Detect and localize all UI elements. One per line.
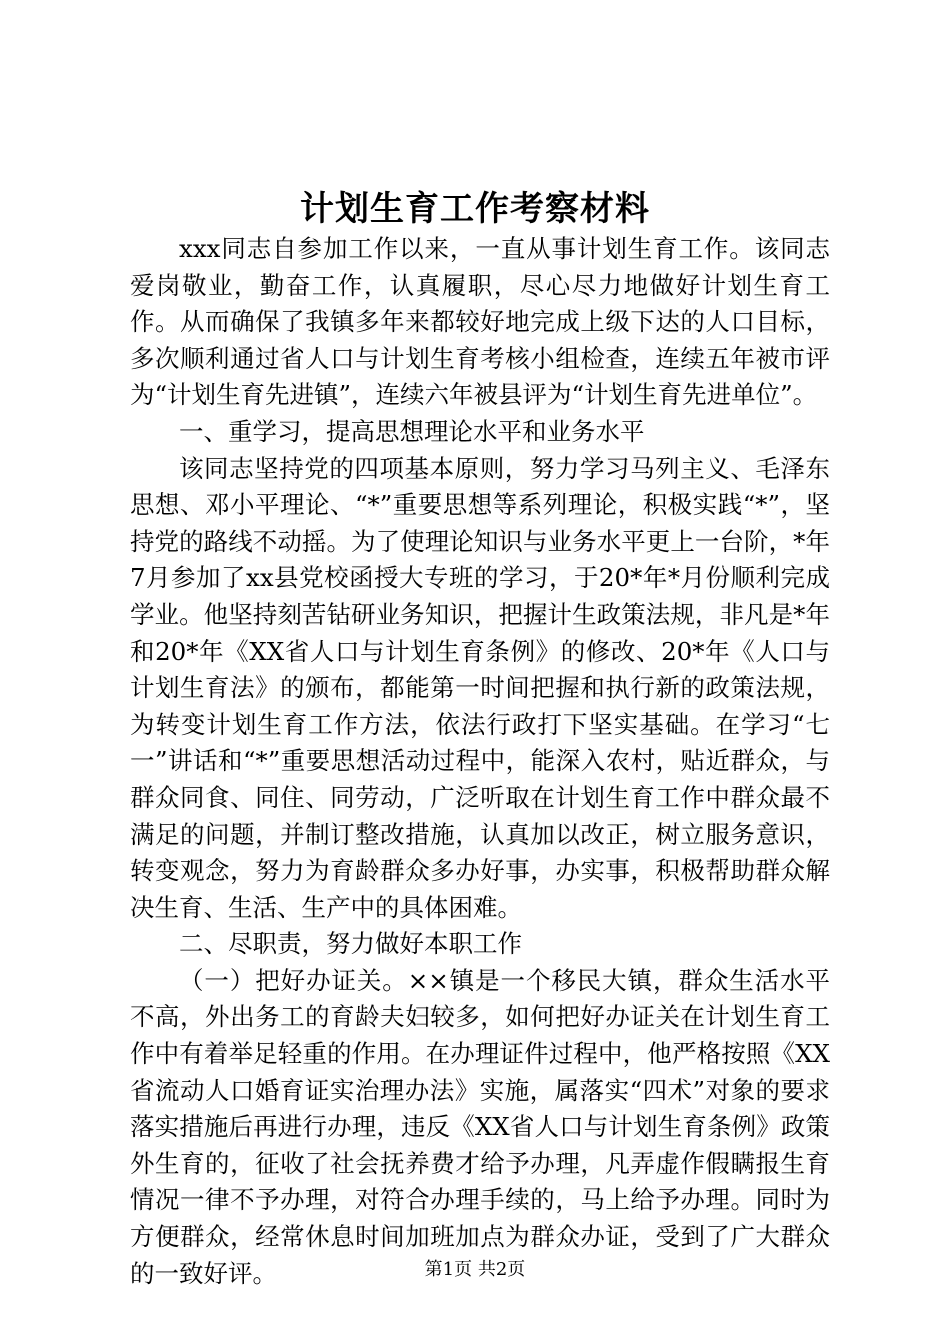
intro-paragraph: xxx同志自参加工作以来，一直从事计划生育工作。该同志爱岗敬业，勤奋工作，认真履职，尽心尽力地做好计划生育工作。从而确保了我镇多年来都较好地完成上级下达的人口目标，多次顺利通过省人口与计划生育考核小组检查，连续五年被市评为“计划生育先进镇”，连续六年被县评为“计划生育先进单位”。	[130, 234, 830, 410]
document-body	[130, 231, 830, 1292]
section-heading-1: 一、重学习，提高思想理论水平和业务水平	[179, 416, 645, 446]
section-heading-2: 二、尽职责，努力做好本职工作	[179, 929, 522, 959]
document-title: 计划生育工作考察材料	[300, 189, 650, 229]
page-footer: 第1页 共2页	[424, 1259, 526, 1280]
section-1-paragraph: 该同志坚持党的四项基本原则，努力学习马列主义、毛泽东思想、邓小平理论、“*”重要思想等系列理论，积极实践“*”，坚持党的路线不动摇。为了使理论知识与业务水平更上一台阶，*年7月参加了xx县党校函授大专班的学习，于20*年*月份顺利完成学业。他坚持刻苦钻研业务知识，把握计生政策法规，非凡是*年和20*年《XX省人口与计划生育条例》的修改、20*年《人口与计划生育法》的颁布，都能第一时间把握和执行新的政策法规，为转变计划生育工作方法，依法行政打下坚实基础。在学习“七一”讲话和“*”重要思想活动过程中，能深入农村，贴近群众，与群众同食、同住、同劳动，广泛听取在计划生育工作中群众最不满足的问题，并制订整改措施，认真加以改正，树立服务意识，转变观念，努力为育龄群众多办好事，办实事，积极帮助群众解决生育、生活、生产中的具体困难。	[130, 453, 830, 922]
section-2-paragraph: （一）把好办证关。××镇是一个移民大镇，群众生活水平不高，外出务工的育龄夫妇较多，如何把好办证关在计划生育工作中有着举足轻重的作用。在办理证件过程中，他严格按照《XX省流动人口婚育证实治理办法》实施，属落实“四术”对象的要求落实措施后再进行办理，违反《XX省人口与计划生育条例》政策外生育的，征收了社会抚养费才给予办理，凡弄虚作假瞒报生育情况一律不予办理，对符合办理手续的，马上给予办理。同时为方便群众，经常休息时间加班加点为群众办证，受到了广大群众的一致好评。	[130, 965, 830, 1288]
